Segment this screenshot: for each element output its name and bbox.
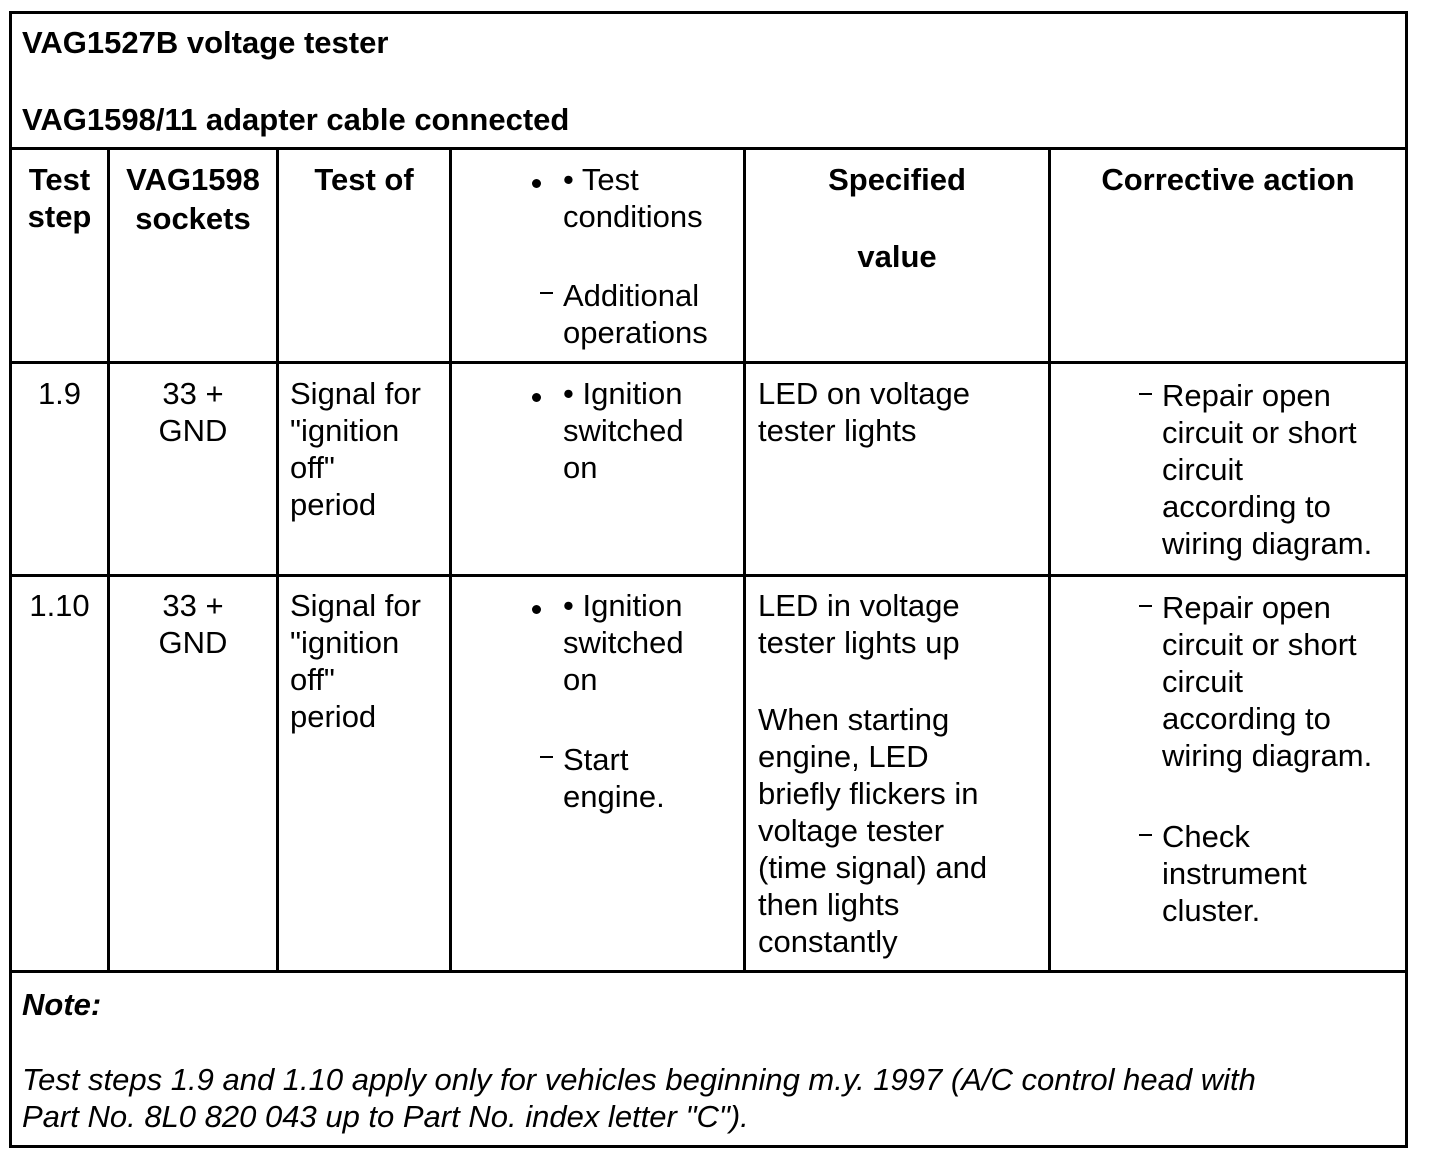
row-2-test-of: Signal for "ignition off" period xyxy=(290,588,421,734)
col-header-sockets: VAG1598 sockets xyxy=(126,162,260,236)
column-divider xyxy=(1048,147,1051,973)
row-1-sockets: 33 + GND xyxy=(158,376,228,448)
col-header-specified: Specified value xyxy=(828,162,966,274)
note-text: Test steps 1.9 and 1.10 apply only for vehicles beginning m.y. 1997 (A/C control head with Part No. 8L0 820 043 up to Part No. index letter "C"). xyxy=(22,1062,1256,1134)
row-1-step: 1.9 xyxy=(37,376,82,411)
bullet-icon xyxy=(532,393,541,402)
row-2-step: 1.10 xyxy=(29,588,90,623)
row-1-specified: LED on voltage tester lights xyxy=(758,376,970,448)
note-divider xyxy=(9,970,1408,973)
dash-icon xyxy=(1139,605,1152,607)
dash-icon xyxy=(540,292,553,294)
dash-icon xyxy=(1139,393,1152,395)
col-header-test-of: Test of xyxy=(314,162,414,197)
row-2-conditions: • Ignition switched on xyxy=(563,588,684,697)
col-header-conditions: • Test conditions xyxy=(563,162,703,234)
column-divider xyxy=(449,147,452,973)
row-2-corrective-extra: Check instrument cluster. xyxy=(1162,819,1307,928)
col-header-corrective: Corrective action xyxy=(1101,162,1355,197)
bullet-icon xyxy=(532,605,541,614)
column-header-divider xyxy=(9,361,1408,364)
row-2-specified: LED in voltage tester lights up xyxy=(758,588,960,660)
header-subtitle: VAG1598/11 adapter cable connected xyxy=(22,102,570,137)
header-title: VAG1527B voltage tester xyxy=(22,25,389,60)
dash-icon xyxy=(540,756,553,758)
dash-icon xyxy=(1139,834,1152,836)
column-divider xyxy=(276,147,279,973)
row-2-additional: Start engine. xyxy=(563,742,665,814)
row-1-corrective: Repair open circuit or short circuit according to wiring diagram. xyxy=(1162,378,1373,561)
row-2-sockets: 33 + GND xyxy=(158,588,228,660)
row-2-specified-extra: When starting engine, LED briefly flickers in voltage tester (time signal) and then lights constantly xyxy=(758,702,988,959)
header-divider xyxy=(9,147,1408,150)
row-2-corrective: Repair open circuit or short circuit according to wiring diagram. xyxy=(1162,590,1373,773)
row-1-conditions: • Ignition switched on xyxy=(563,376,684,485)
row-divider xyxy=(9,574,1408,577)
row-1-test-of: Signal for "ignition off" period xyxy=(290,376,421,522)
column-divider xyxy=(107,147,110,973)
col-header-step: Test step xyxy=(27,162,92,234)
col-header-operations: Additional operations xyxy=(563,278,708,350)
bullet-icon xyxy=(532,179,541,188)
note-label: Note: xyxy=(22,987,102,1022)
